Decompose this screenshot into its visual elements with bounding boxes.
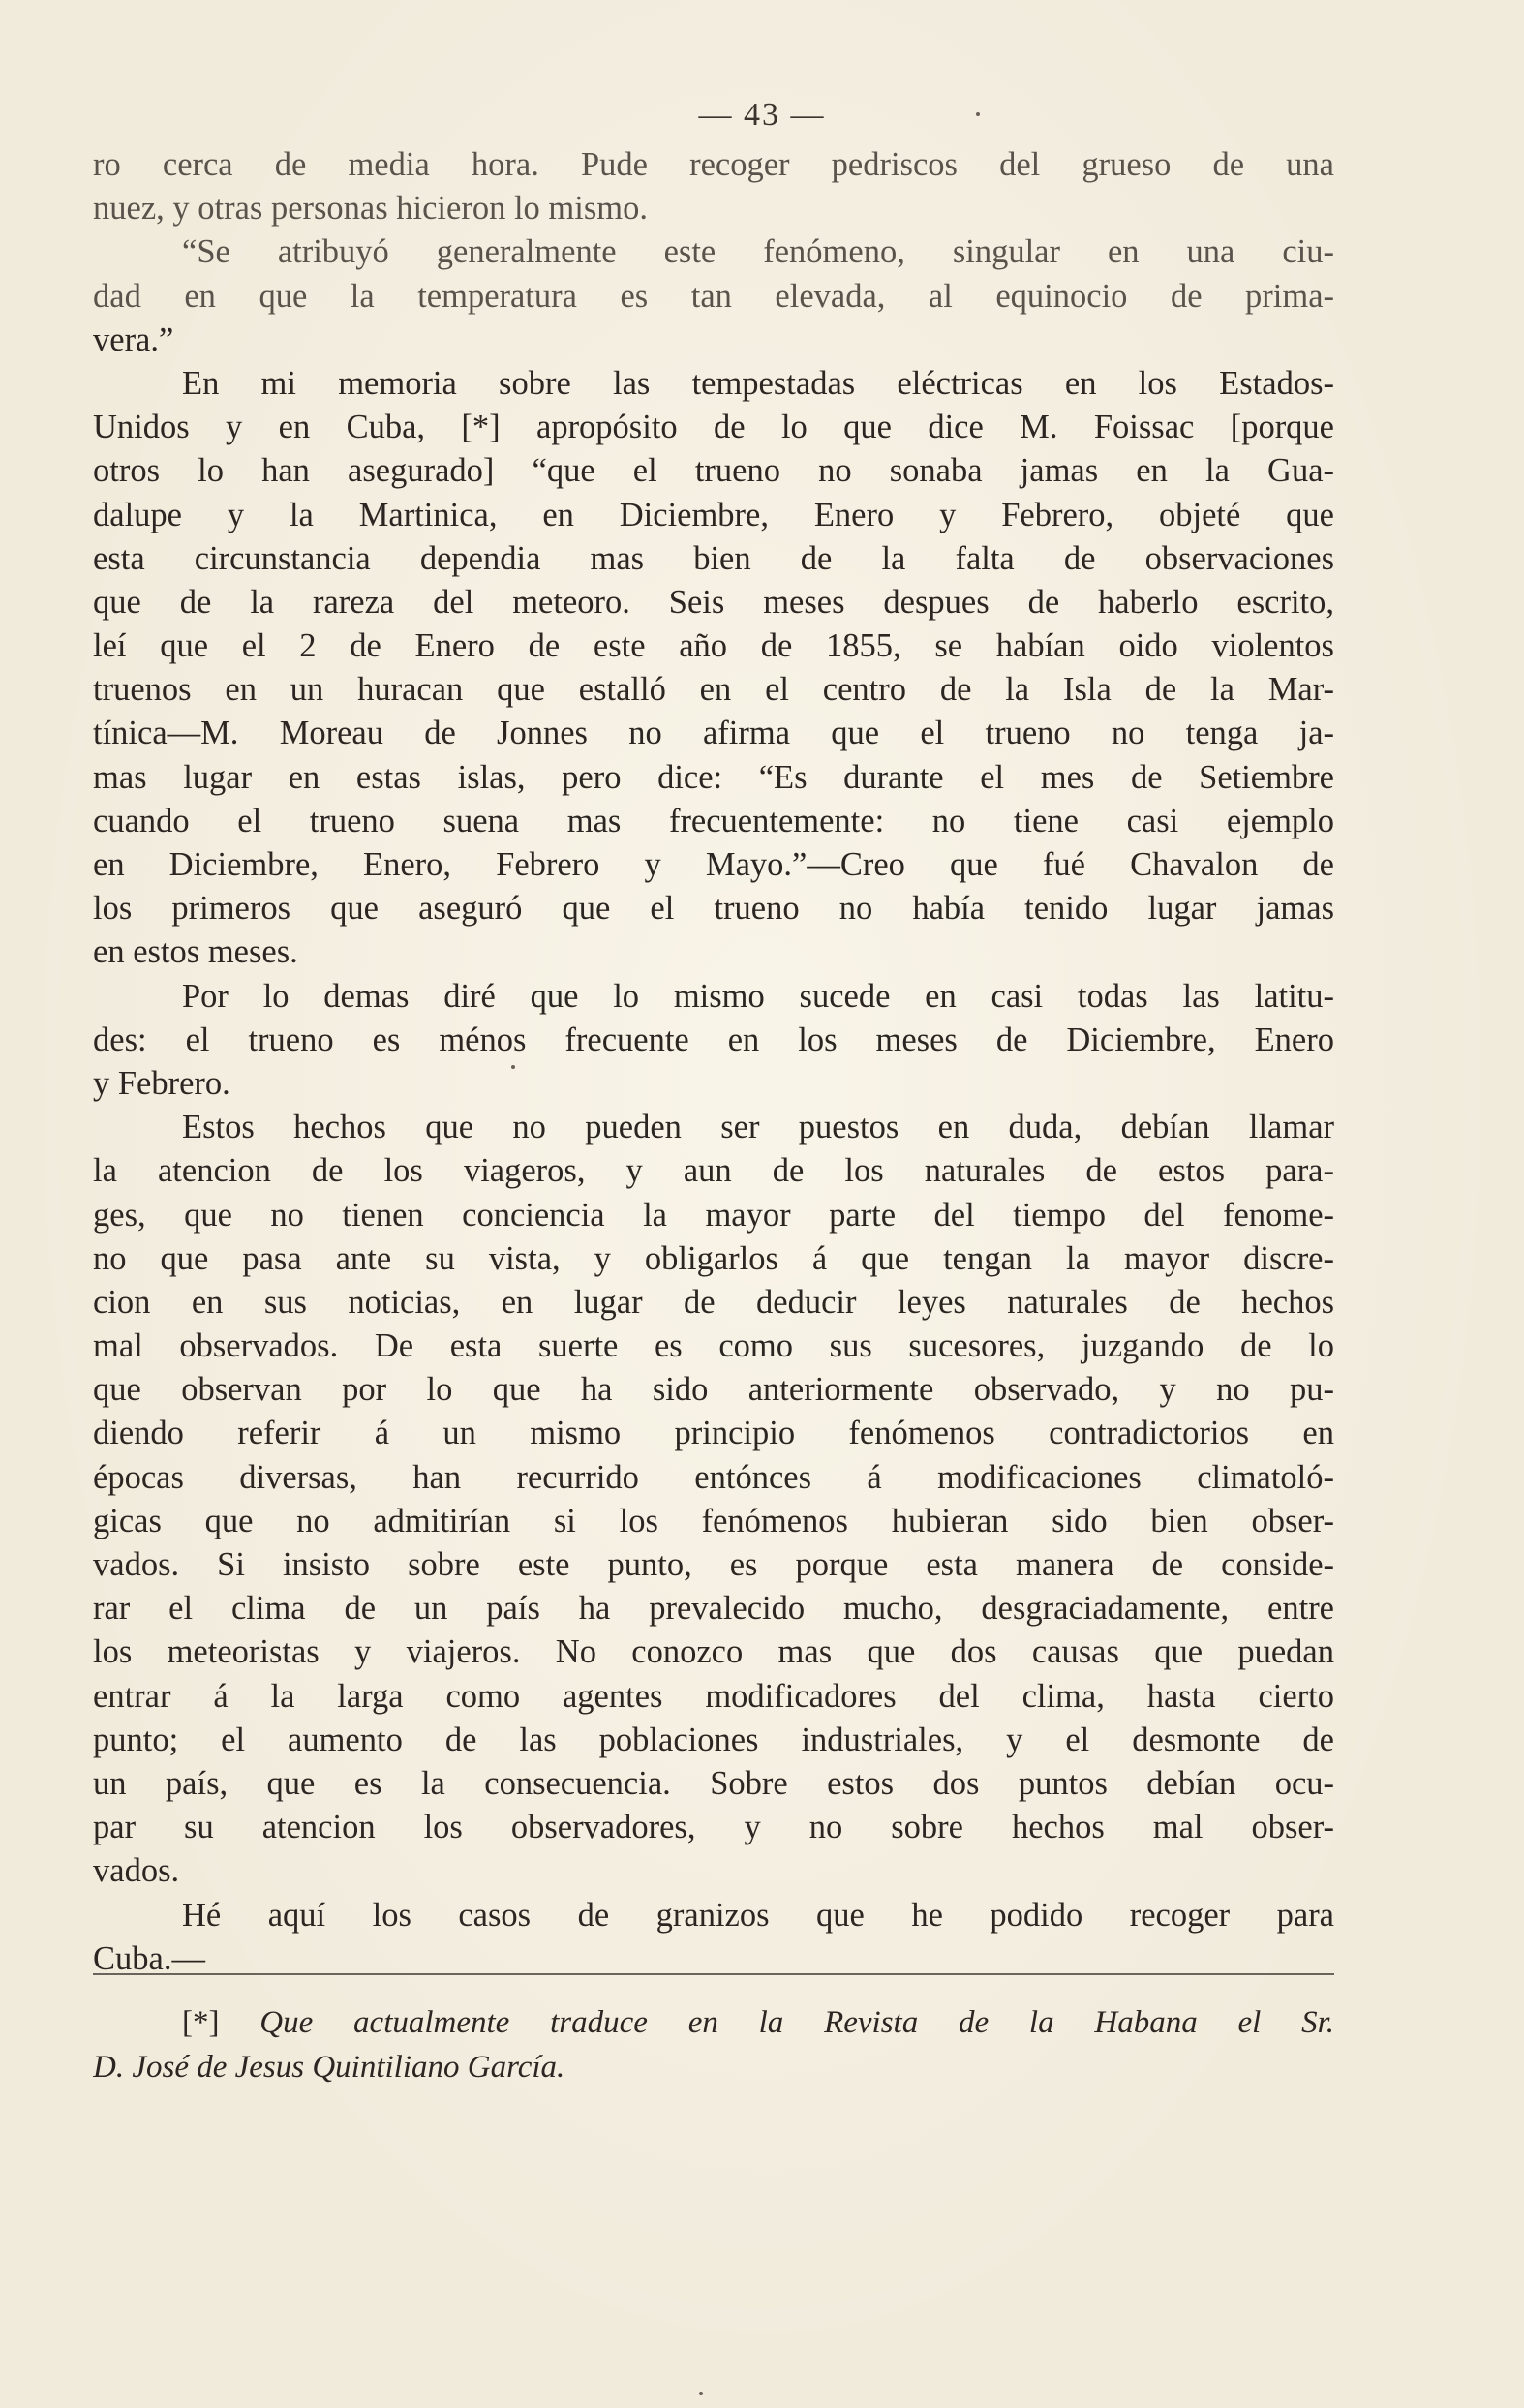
- text-line: tínica—M. Moreau de Jonnes no afirma que el trueno no tenga ja-: [93, 715, 1334, 752]
- text-line: gicas que no admitirían si los fenómenos hubieran sido bien obser-: [93, 1502, 1334, 1539]
- text-line: la atencion de los viageros, y aun de los naturales de estos para-: [93, 1152, 1334, 1190]
- text-line: un país, que es la consecuencia. Sobre estos dos puntos debían ocu-: [93, 1764, 1334, 1802]
- footnote: [93, 2000, 1334, 2089]
- footnote-divider: [93, 1973, 1334, 1975]
- text-line: cion en sus noticias, en lugar de deducir leyes naturales de hechos: [93, 1283, 1334, 1321]
- text-line: épocas diversas, han recurrido entónces á modificaciones climatoló-: [93, 1458, 1334, 1496]
- text-line: que observan por lo que ha sido anteriormente observado, y no pu-: [93, 1371, 1334, 1409]
- text-line: rar el clima de un país ha prevalecido mucho, desgraciadamente, entre: [93, 1590, 1334, 1628]
- text-line: Estos hechos que no pueden ser puestos en duda, debían llamar: [182, 1109, 1334, 1146]
- text-line: truenos en un huracan que estalló en el centro de la Isla de la Mar-: [93, 671, 1334, 709]
- text-line: Unidos y en Cuba, [*] apropósito de lo que dice M. Foissac [porque: [93, 409, 1334, 446]
- footnote-text: Que actualmente traduce en la Revista de la Habana el Sr.: [259, 2005, 1334, 2040]
- page-number: — 43 —: [698, 97, 826, 133]
- footnote-mark: [*]: [182, 2005, 220, 2040]
- text-line: par su atencion los observadores, y no sobre hechos mal obser-: [93, 1809, 1334, 1846]
- footnote-line: D. José de Jesus Quintiliano García.: [93, 2050, 565, 2085]
- text-line: “Se atribuyó generalmente este fenómeno, singular en una ciu-: [182, 233, 1334, 271]
- text-line: entrar á la larga como agentes modificadores del clima, hasta cierto: [93, 1677, 1334, 1715]
- footnote-line: [93, 2000, 1334, 2045]
- text-line: los meteoristas y viajeros. No conozco mas que dos causas que puedan: [93, 1633, 1334, 1671]
- text-line: en Diciembre, Enero, Febrero y Mayo.”—Creo que fué Chavalon de: [93, 846, 1334, 883]
- text-line: en estos meses.: [93, 933, 298, 971]
- text-line: diendo referir á un mismo principio fenómenos contradictorios en: [93, 1415, 1334, 1452]
- body-text: [93, 143, 1334, 1981]
- paper-speck: [976, 112, 980, 116]
- text-line: dad en que la temperatura es tan elevada, al equinocio de prima-: [93, 277, 1334, 315]
- text-line: Por lo demas diré que lo mismo sucede en casi todas las latitu-: [182, 977, 1334, 1015]
- text-line: mas lugar en estas islas, pero dice: “Es durante el mes de Setiembre: [93, 758, 1334, 796]
- text-line: esta circunstancia dependia mas bien de la falta de observaciones: [93, 539, 1334, 577]
- text-line: nuez, y otras personas hicieron lo mismo.: [93, 190, 648, 228]
- text-line: Hé aquí los casos de granizos que he podido recoger para: [182, 1896, 1334, 1934]
- text-line: punto; el aumento de las poblaciones industriales, y el desmonte de: [93, 1721, 1334, 1758]
- text-line: los primeros que aseguró que el trueno no había tenido lugar jamas: [93, 890, 1334, 928]
- text-line: otros lo han asegurado] “que el trueno no sonaba jamas en la Gua-: [93, 452, 1334, 490]
- paper-speck: [511, 1065, 515, 1069]
- text-line: dalupe y la Martinica, en Diciembre, Enero y Febrero, objeté que: [93, 496, 1334, 533]
- text-line: vados.: [93, 1852, 180, 1890]
- text-line: cuando el trueno suena mas frecuentemente: no tiene casi ejemplo: [93, 802, 1334, 839]
- text-line: Cuba.—: [93, 1939, 205, 1977]
- text-line: ges, que no tienen conciencia la mayor parte del tiempo del fenome-: [93, 1196, 1334, 1234]
- text-line: En mi memoria sobre las tempestadas eléctricas en los Estados-: [182, 364, 1334, 402]
- text-line: y Febrero.: [93, 1064, 230, 1102]
- text-line: vera.”: [93, 320, 174, 358]
- text-line: vados. Si insisto sobre este punto, es porque esta manera de conside-: [93, 1546, 1334, 1583]
- text-line: no que pasa ante su vista, y obligarlos á que tengan la mayor discre-: [93, 1239, 1334, 1277]
- text-line: leí que el 2 de Enero de este año de 1855, se habían oido violentos: [93, 627, 1334, 665]
- text-line: mal observados. De esta suerte es como sus sucesores, juzgando de lo: [93, 1327, 1334, 1365]
- text-line: des: el trueno es ménos frecuente en los meses de Diciembre, Enero: [93, 1021, 1334, 1058]
- text-line: que de la rareza del meteoro. Seis meses despues de haberlo escrito,: [93, 583, 1334, 621]
- paper-speck: [699, 2392, 703, 2395]
- text-line: ro cerca de media hora. Pude recoger pedriscos del grueso de una: [93, 146, 1334, 183]
